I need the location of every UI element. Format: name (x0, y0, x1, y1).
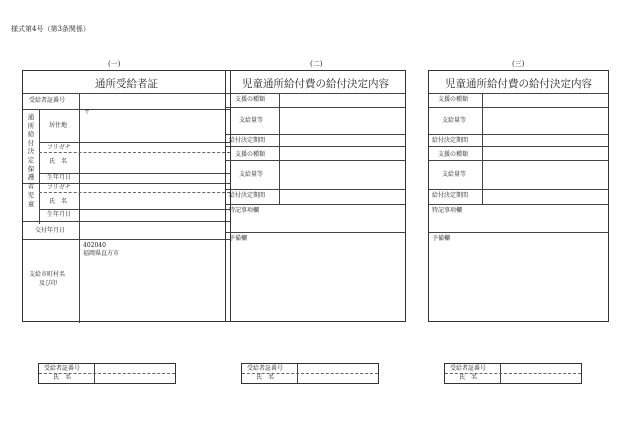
decision-period-label: 給付決定期間 (432, 137, 469, 144)
decision-period-label: 給付決定期間 (229, 137, 266, 144)
supply-amount-label: 支給量等 (239, 117, 264, 124)
support-type-label: 支援の種類 (235, 96, 266, 103)
panel-1-number: (一) (108, 60, 121, 68)
municipality-label-line1: 支給市町村名 (29, 271, 66, 278)
benefit-decision-panel-2 (225, 70, 406, 322)
decision-period-label-2: 給付決定期間 (229, 192, 266, 199)
recipient-number-label: 受給者証番号 (29, 97, 66, 104)
footer-recipient-number-label: 受給者証番号 (44, 365, 81, 372)
footer-box-3 (444, 363, 582, 384)
support-type-label-2: 支援の種類 (438, 151, 469, 158)
footer-name-label: 氏 名 (459, 374, 478, 381)
guardian-group-label: 通所給付決定保護者 (27, 113, 35, 190)
guardian-birthdate-label: 生年月日 (47, 174, 72, 181)
child-furigana-label: フリガナ (47, 184, 71, 191)
child-group-label: 児童 (27, 191, 35, 208)
special-notes-label: 特記事項欄 (432, 207, 463, 214)
furigana-label: フリガナ (47, 144, 71, 151)
child-birthdate-label: 生年月日 (47, 211, 72, 218)
supply-amount-label-2: 支給量等 (239, 171, 264, 178)
postal-mark: 〒 (84, 109, 91, 116)
form-title: 様式第4号（第3条関係） (11, 25, 90, 33)
panel-1-heading: 通所受給者証 (95, 78, 158, 90)
special-notes-label: 特記事項欄 (229, 207, 260, 214)
child-name-label: 氏 名 (49, 198, 68, 205)
footer-recipient-number-label: 受給者証番号 (450, 365, 487, 372)
panel-2-number: (二) (310, 60, 323, 68)
panel-3-heading: 児童通所給付費の給付決定内容 (445, 78, 592, 90)
footer-box-2 (241, 363, 379, 384)
reserve-label: 予備欄 (432, 235, 451, 242)
footer-name-label: 氏 名 (256, 374, 275, 381)
benefit-decision-panel-3 (428, 70, 609, 322)
support-type-label: 支援の種類 (438, 96, 469, 103)
municipality-code: 402040 (83, 242, 106, 249)
panel-2-heading: 児童通所給付費の給付決定内容 (242, 78, 389, 90)
residence-label: 居住地 (49, 122, 68, 129)
support-type-label-2: 支援の種類 (235, 151, 266, 158)
municipality-label-line2: 及び印 (39, 280, 58, 287)
decision-period-label-2: 給付決定期間 (432, 192, 469, 199)
municipality-name: 福岡県直方市 (83, 250, 120, 257)
panel-3-number: (三) (512, 60, 525, 68)
issue-date-label: 交付年月日 (35, 227, 66, 234)
supply-amount-label-2: 支給量等 (442, 171, 467, 178)
guardian-name-label: 氏 名 (49, 158, 68, 165)
supply-amount-label: 支給量等 (442, 117, 467, 124)
footer-name-label: 氏 名 (53, 374, 72, 381)
footer-box-1 (38, 363, 176, 384)
footer-recipient-number-label: 受給者証番号 (247, 365, 284, 372)
reserve-label: 予備欄 (229, 235, 248, 242)
recipient-certificate-panel (22, 70, 231, 322)
